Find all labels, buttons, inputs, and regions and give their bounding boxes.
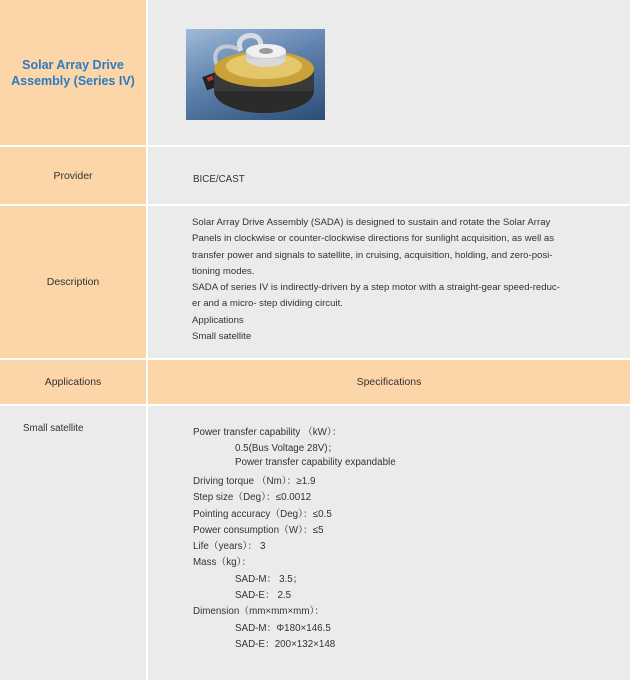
applications-value-cell [0,406,146,680]
spec-line: Life（years）： 3 [193,541,266,552]
applications-header-cell [0,360,146,404]
description-label: Description [46,276,100,288]
spec-line: Pointing accuracy（Deg）：≤0.5 [193,509,332,520]
sada-product-photo-icon [186,29,325,120]
product-title-line2: Assembly (Series IV) [11,73,135,88]
sada-assembly-icon [186,29,325,120]
spec-line: Dimension（mm×mm×mm）： [193,606,325,617]
applications-header: Applications [44,376,102,388]
spec-line: 0.5(Bus Voltage 28V)； [235,443,338,454]
product-title [11,57,135,89]
spec-line: SAD-M： 3.5； [235,574,303,585]
spec-line: Power transfer capability expandable [235,457,396,468]
product-image-cell [148,0,630,145]
spec-line: Power transfer capability （kW）： [193,427,342,438]
provider-value-cell [148,147,630,204]
specifications-cell [148,406,630,680]
description-cell [148,206,630,358]
spec-line: SAD-E： 2.5 [235,590,292,601]
spec-line: Power consumption（W）：≤5 [193,525,324,536]
provider-label-cell [0,147,146,204]
product-title-cell [0,0,146,145]
description-line: Applications [192,314,244,326]
description-line: tioning modes. [192,265,255,277]
product-title-line1: Solar Array Drive [22,57,124,72]
provider-value: BICE/CAST [193,174,245,185]
description-line: Panels in clockwise or counter-clockwise directions for sunlight acquisition, as well as [192,233,555,245]
spec-line: Driving torque （Nm）：≥1.9 [193,476,316,487]
description-line: SADA of series IV is indirectly-driven by a step motor with a straight-gear speed-reduc- [192,282,560,294]
specifications-header: Specifications [356,376,422,388]
description-line: transfer power and signals to satellite, in cruising, acquisition, holding, and zero-posi- [192,249,553,261]
spec-line: Mass（kg）： [193,557,252,568]
spec-line: SAD-E：200×132×148 [235,639,336,650]
provider-label: Provider [53,169,93,182]
spec-line: Step size（Deg）：≤0.0012 [193,492,312,503]
specifications-header-cell [148,360,630,404]
applications-value: Small satellite [23,423,84,434]
spec-line: SAD-M：Φ180×146.5 [235,623,331,634]
description-text [192,215,587,345]
description-line: er and a micro- step dividing circuit. [192,298,343,310]
description-label-cell [0,206,146,358]
description-line: Small satellite [192,331,252,343]
description-line: Solar Array Drive Assembly (SADA) is designed to sustain and rotate the Solar Array [192,217,551,228]
